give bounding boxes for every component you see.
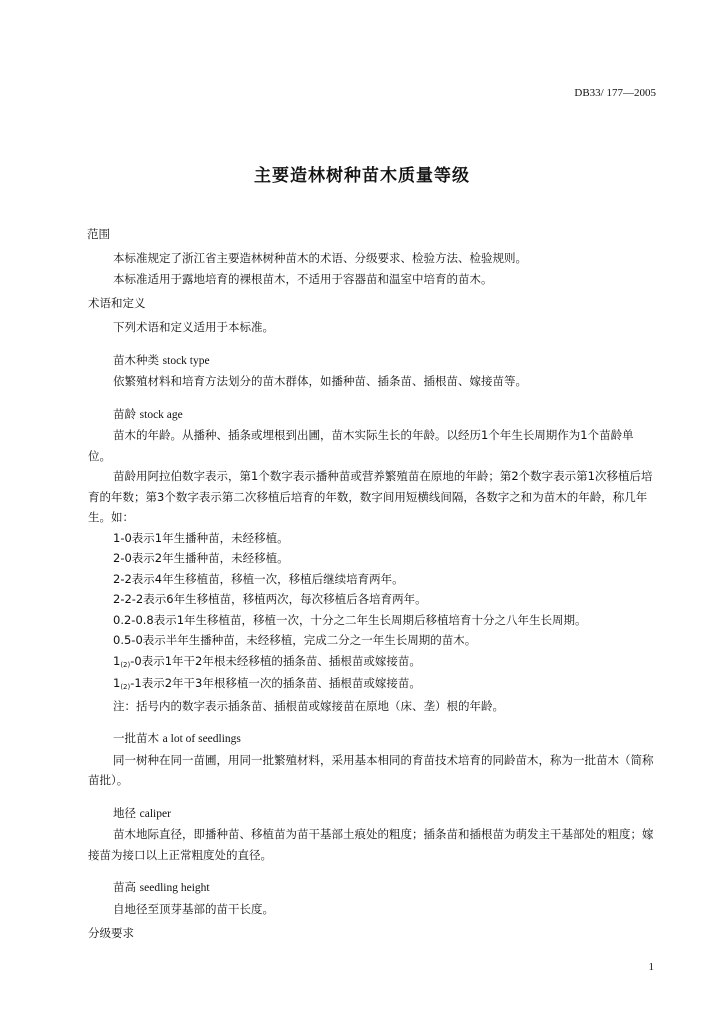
example-prefix: 1 [113,676,121,690]
example-text: -0表示1年干2年根未经移植的插条苗、插根苗或嫁接苗。 [130,653,421,668]
term-label: 地径 [113,805,136,820]
stock-age-explanation: 苗龄用阿拉伯数字表示，第1个数字表示播种苗或营养繁殖苗在原地的年龄；第2个数字表示第1次移植后培育的年数；第3个数字表示第二次移植后培育的年数，数字间用短横线间隔，各数字之和为苗木的年龄，称几年生。如： [88,469,653,524]
example-subscript: (2) [120,683,131,691]
term-english: seedling height [139,882,210,894]
document-body [88,224,656,943]
document-title: 主要造林树种苗木质量等级 [254,166,470,186]
page-number: 1 [648,961,654,973]
example-line: 2-2-2表示6年生移植苗，移植两次，每次移植后各培育两年。 [113,592,427,606]
example-line [88,673,656,696]
term-label: 苗木种类 [113,352,159,367]
term-definition: 自地径至顶芽基部的苗干长度。 [113,901,274,916]
standard-code: DB33/ 177—2005 [574,87,656,99]
example-line: 2-2表示4年生移植苗，移植一次，移植后继续培育两年。 [113,571,404,586]
term-definition: 同一树种在同一苗圃，用同一批繁殖材料，采用基本相同的育苗技术培育的同龄苗木，称为一批苗木（简称苗批）。 [88,752,654,787]
term-lot [88,728,656,750]
section-heading-terms: 术语和定义 [88,296,146,310]
example-line: 0.5-0表示半年生播种苗，未经移植，完成二分之一年生长周期的苗木。 [113,633,477,647]
term-definition: 苗木地际直径，即播种苗、移植苗为苗干基部土痕处的粗度；插条苗和插根苗为萌发主干基部处的粗度；嫁接苗为接口以上正常粗度处的直径。 [88,827,654,862]
example-line [88,651,656,674]
term-english: stock age [139,408,183,421]
term-stock-type [88,350,656,372]
term-english: caliper [139,807,171,820]
term-definition: 依繁殖材料和培育方法划分的苗木群体，如播种苗、插条苗、插根苗、嫁接苗等。 [113,374,527,388]
term-label: 苗高 [113,880,136,894]
term-english: a lot of seedlings [162,733,241,745]
section-heading-scope: 范围 [87,227,110,241]
example-prefix: 1 [113,653,121,668]
term-english: stock type [162,354,210,367]
scope-paragraph-2: 本标准适用于露地培育的裸根苗木，不适用于容器苗和温室中培育的苗木。 [113,271,493,286]
example-line: 1-0表示1年生播种苗，未经移植。 [113,530,289,545]
term-definition: 苗木的年龄。从播种、插条或埋根到出圃，苗木实际生长的年龄。以经历1个年生长周期作为1个苗龄单位。 [88,428,634,463]
term-height [88,877,656,899]
example-line: 2-0表示2年生播种苗，未经移植。 [113,551,289,565]
term-label: 苗龄 [113,406,136,421]
term-stock-age [88,404,656,426]
example-line: 0.2-0.8表示1年生移植苗，移植一次，十分之二年生长周期后移植培育十分之八年生长周期。 [113,612,587,627]
example-subscript: (2) [120,660,131,669]
section-heading-grading: 分级要求 [88,926,134,940]
terms-intro: 下列术语和定义适用于本标准。 [113,320,274,334]
stock-age-note: 注：括号内的数字表示插条苗、插根苗或嫁接苗在原地（床、垄）根的年龄。 [113,698,504,713]
term-caliper [88,803,656,825]
term-label: 一批苗木 [113,731,159,745]
scope-paragraph-1: 本标准规定了浙江省主要造林树种苗木的术语、分级要求、检验方法、检验规则。 [113,251,527,265]
example-text: -1表示2年干3年根移植一次的插条苗、插根苗或嫁接苗。 [130,676,421,690]
